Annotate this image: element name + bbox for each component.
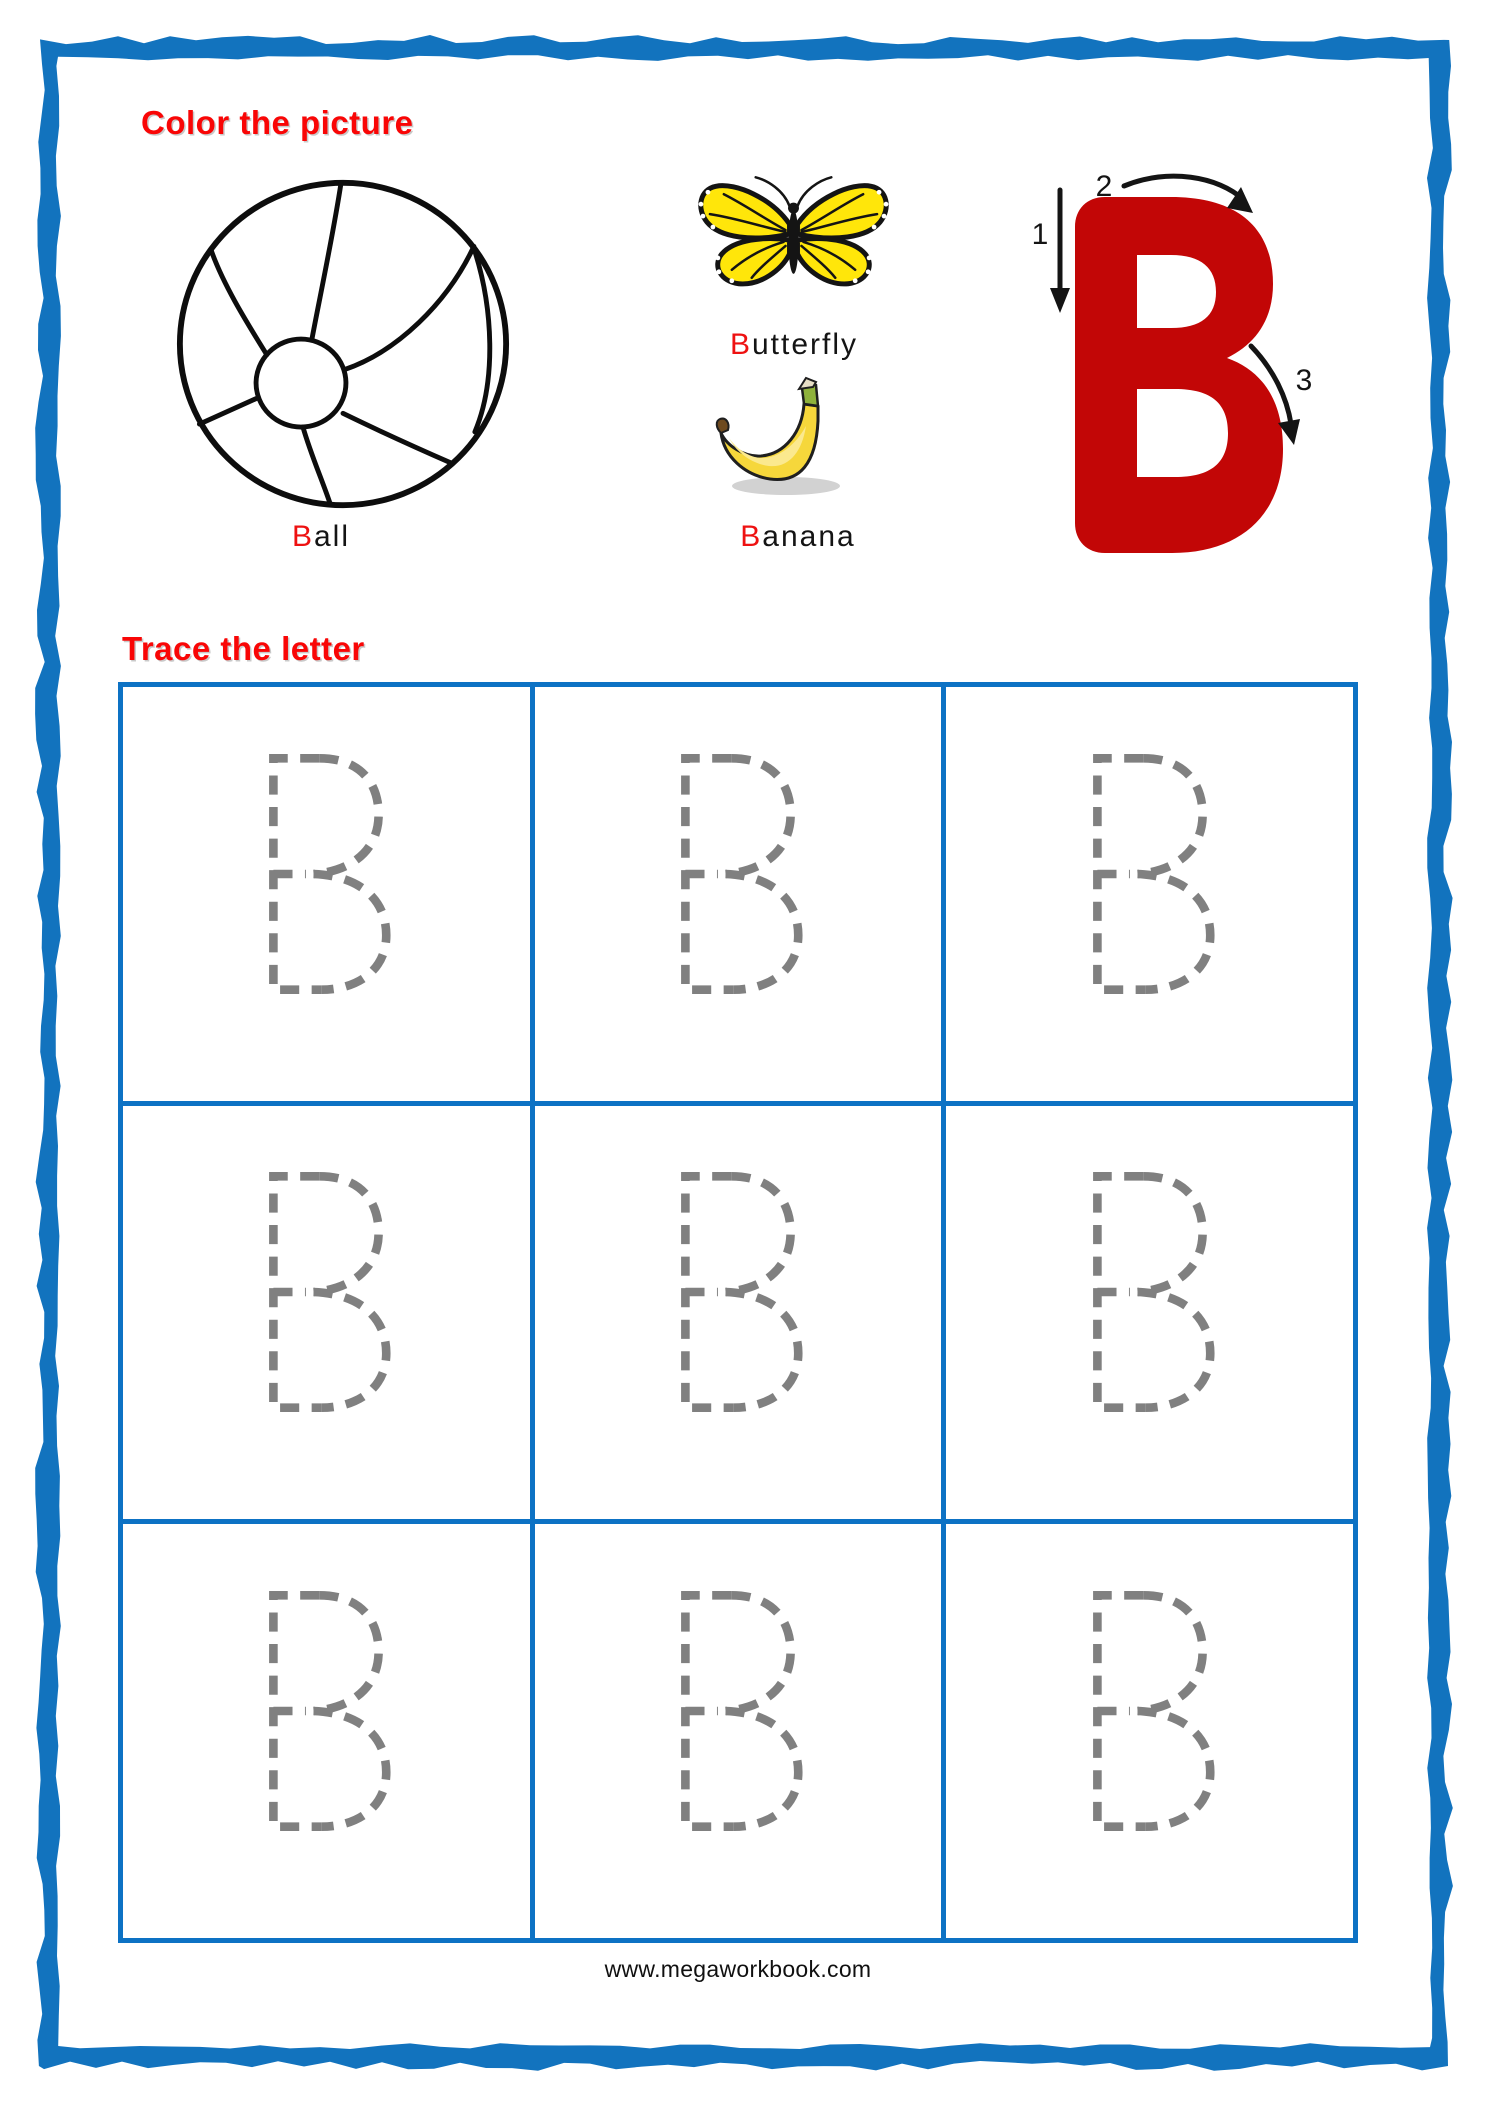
trace-cell: [535, 1106, 942, 1520]
butterfly-body: [789, 210, 799, 274]
trace-cell: [123, 687, 530, 1101]
banana-label-initial: B: [740, 520, 763, 553]
trace-cell: [946, 1106, 1353, 1520]
trace-cell: [123, 1524, 530, 1938]
banana-label: [698, 520, 898, 554]
banana-stem-tip: [799, 378, 816, 389]
butterfly-label-initial: B: [729, 328, 752, 361]
stroke-step-2: 2: [1095, 170, 1113, 203]
trace-cell: [946, 1524, 1353, 1938]
butterfly-illustration: [694, 170, 893, 304]
ball-label: [221, 520, 421, 554]
trace-letter-b: [672, 749, 804, 999]
trace-letter-b: [672, 1167, 804, 1417]
trace-letter-b: [1084, 1167, 1216, 1417]
stroke-arrow-1-icon: [1050, 190, 1070, 313]
beachball-drawing: [172, 176, 514, 512]
trace-letter-b: [260, 1586, 392, 1836]
banana-end: [717, 419, 729, 433]
ball-label-rest: all: [314, 520, 351, 553]
footer-url: www.megaworkbook.com: [604, 1956, 872, 1982]
butterfly-label: [694, 328, 894, 362]
trace-cell: [123, 1106, 530, 1520]
trace-section-heading: Trace the letter: [122, 630, 365, 667]
banana-label-rest: anana: [762, 520, 856, 553]
ball-label-initial: B: [291, 520, 314, 553]
trace-cell: [535, 1524, 942, 1938]
stroke-step-1: 1: [1031, 218, 1049, 251]
trace-cell: [535, 687, 942, 1101]
trace-letter-b: [1084, 749, 1216, 999]
trace-grid: [118, 682, 1358, 1943]
banana-illustration: [714, 376, 866, 500]
trace-cell: [946, 687, 1353, 1101]
color-section-heading: Color the picture: [141, 104, 414, 141]
stroke-step-3: 3: [1295, 364, 1313, 397]
trace-letter-b: [1084, 1586, 1216, 1836]
letter-guide: [1020, 160, 1340, 580]
trace-letter-b: [260, 1167, 392, 1417]
trace-letter-b: [260, 749, 392, 999]
letter-b-glyph: [1075, 197, 1283, 553]
butterfly-label-rest: utterfly: [751, 328, 859, 361]
trace-letter-b: [672, 1586, 804, 1836]
